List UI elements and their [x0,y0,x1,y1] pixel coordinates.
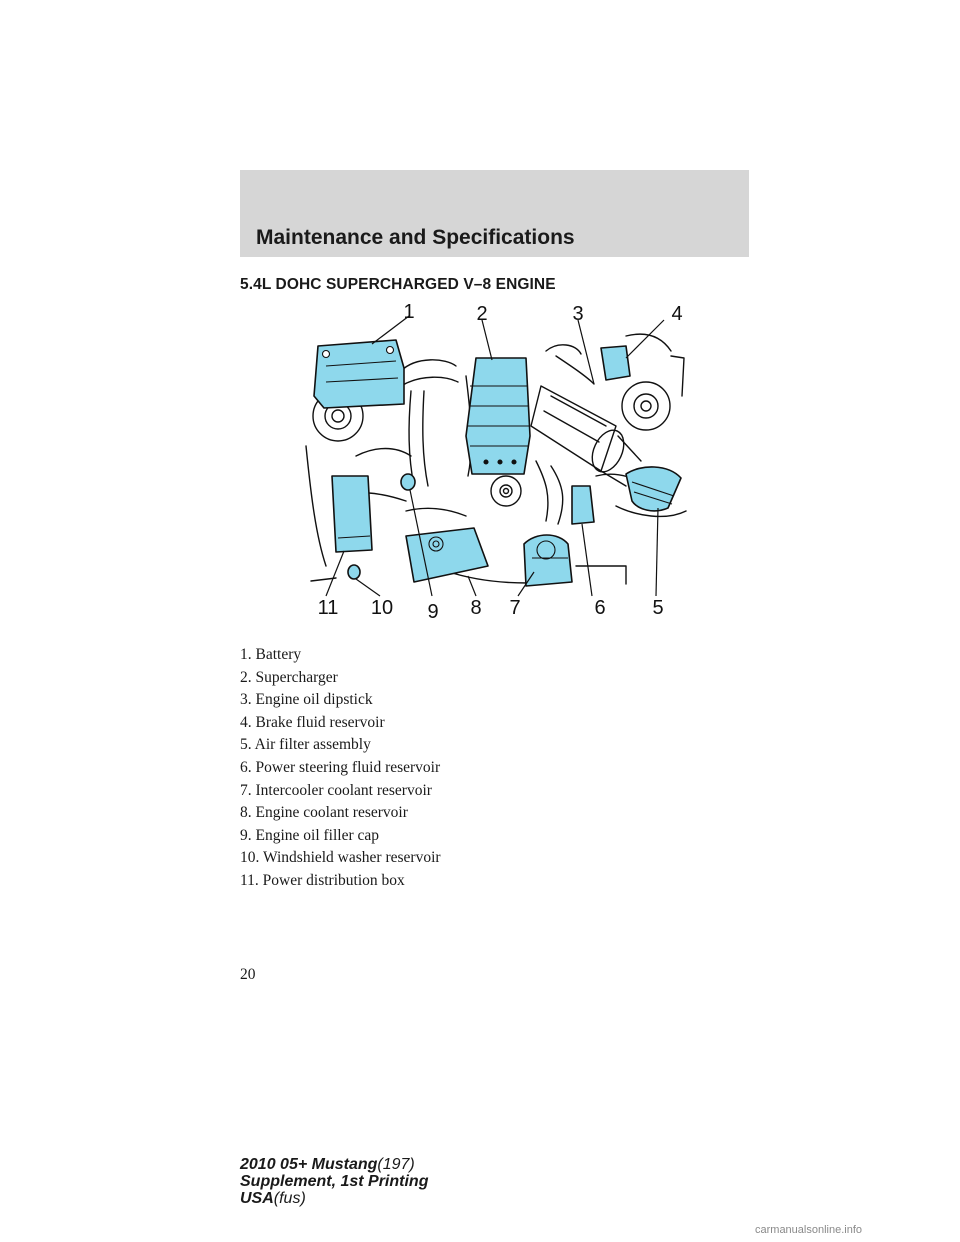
intercooler-reservoir-shape [524,535,572,586]
callout-10: 10 [370,597,394,619]
component-legend [240,644,441,893]
legend-item: 6. Power steering fluid reservoir [240,758,441,776]
footer-line-1: 2010 05+ Mustang(197) [240,1156,415,1173]
footer-line-3: USA(fus) [240,1190,306,1207]
section-heading: 5.4L DOHC SUPERCHARGED V–8 ENGINE [240,276,556,293]
print-footer [240,1156,428,1207]
power-steering-reservoir-shape [572,486,594,524]
legend-item: 10. Windshield washer reservoir [240,849,441,867]
power-distribution-box-shape [332,476,372,552]
legend-item: 9. Engine oil filler cap [240,826,380,844]
legend-item: 3. Engine oil dipstick [240,691,373,709]
callout-1: 1 [403,301,415,323]
page-number: 20 [240,966,256,983]
page-header-title: Maintenance and Specifications [256,226,575,249]
legend-item: 2. Supercharger [240,668,338,686]
engine-compartment-diagram [296,296,692,628]
legend-item: 8. Engine coolant reservoir [240,804,408,822]
footer-line-2: Supplement, 1st Printing [240,1173,429,1190]
callout-2: 2 [476,303,488,325]
callout-5: 5 [652,597,664,619]
legend-item: 11. Power distribution box [240,871,405,889]
supercharger-shape [466,358,530,474]
engine-coolant-reservoir-shape [406,528,488,582]
washer-cap-shape [348,565,360,579]
callout-11: 11 [317,597,339,619]
callout-7: 7 [509,597,521,619]
callout-9: 9 [427,601,439,623]
legend-item: 4. Brake fluid reservoir [240,713,385,731]
legend-item: 7. Intercooler coolant reservoir [240,781,432,799]
legend-item: 5. Air filter assembly [240,736,371,754]
watermark: carmanualsonline.info [755,1224,863,1236]
callout-3: 3 [572,303,584,325]
legend-item: 1. Battery [240,646,302,663]
callout-8: 8 [470,597,482,619]
callout-4: 4 [671,303,683,325]
brake-reservoir-shape [601,346,630,380]
callout-6: 6 [594,597,606,619]
oil-filler-cap-shape [401,474,415,490]
